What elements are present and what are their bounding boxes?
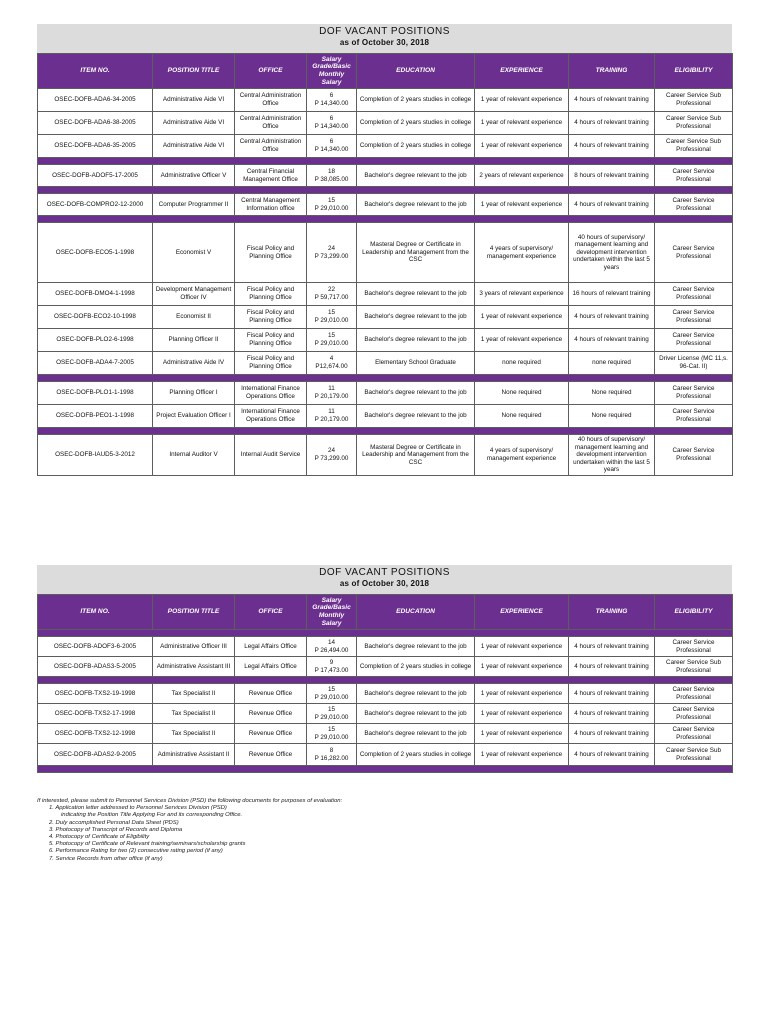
- column-header: EDUCATION: [357, 595, 475, 630]
- vacancy-table-1: [37, 24, 732, 476]
- positions-table: [37, 53, 733, 476]
- eligibility-cell: Career Service Sub Professional: [655, 89, 733, 112]
- salary-cell: 15 P 29,010.00: [307, 306, 357, 329]
- eligibility-cell: Career Service Professional: [655, 405, 733, 428]
- experience-cell: 4 years of supervisory/ management experience: [475, 435, 569, 476]
- office-cell: Legal Affairs Office: [235, 637, 307, 657]
- item-no-cell: OSEC-DOFB-PLO1-1-1998: [38, 382, 153, 405]
- eligibility-cell: Career Service Sub Professional: [655, 657, 733, 677]
- experience-cell: none required: [475, 352, 569, 375]
- notes-intro: If interested, please submit to Personnel Services Division (PSD) the following documents for purposes of evaluation:: [37, 798, 343, 804]
- positions-table: [37, 594, 733, 773]
- education-cell: Completion of 2 years studies in college: [357, 744, 475, 766]
- training-cell: 4 hours of relevant training: [569, 306, 655, 329]
- position-title-cell: Planning Officer II: [153, 329, 235, 352]
- eligibility-cell: Career Service Professional: [655, 165, 733, 187]
- training-cell: 4 hours of relevant training: [569, 704, 655, 724]
- item-no-cell: OSEC-DOFB-ADAS2-9-2005: [38, 744, 153, 766]
- notes-item: 2. Duly accomplished Personal Data Sheet (PDS): [49, 819, 179, 826]
- position-title-cell: Administrative Aide VI: [153, 89, 235, 112]
- table-body: [38, 630, 733, 773]
- table-header-row: [38, 595, 733, 630]
- office-cell: Central Financial Management Office: [235, 165, 307, 187]
- eligibility-cell: Career Service Professional: [655, 194, 733, 216]
- education-cell: Bachelor's degree relevant to the job: [357, 704, 475, 724]
- position-title-cell: Administrative Officer V: [153, 165, 235, 187]
- experience-cell: 1 year of relevant experience: [475, 657, 569, 677]
- training-cell: 4 hours of relevant training: [569, 194, 655, 216]
- eligibility-cell: Career Service Sub Professional: [655, 135, 733, 158]
- table-title-box: [37, 24, 732, 53]
- table-row: [38, 306, 733, 329]
- table-row: [38, 382, 733, 405]
- position-title-cell: Administrative Assistant III: [153, 657, 235, 677]
- eligibility-cell: Career Service Professional: [655, 283, 733, 306]
- item-no-cell: OSEC-DOFB-ADA6-34-2005: [38, 89, 153, 112]
- column-header: TRAINING: [569, 54, 655, 89]
- item-no-cell: OSEC-DOFB-ADA6-38-2005: [38, 112, 153, 135]
- salary-cell: 22 P 59,717.00: [307, 283, 357, 306]
- separator-cell: [38, 158, 733, 165]
- education-cell: Bachelor's degree relevant to the job: [357, 724, 475, 744]
- column-header: OFFICE: [235, 595, 307, 630]
- education-cell: Completion of 2 years studies in college: [357, 657, 475, 677]
- column-header: ELIGIBILITY: [655, 595, 733, 630]
- column-header: EXPERIENCE: [475, 595, 569, 630]
- experience-cell: 1 year of relevant experience: [475, 306, 569, 329]
- office-cell: Revenue Office: [235, 744, 307, 766]
- table-row: [38, 724, 733, 744]
- salary-cell: 14 P 26,494.00: [307, 637, 357, 657]
- table-subtitle: as of October 30, 2018: [339, 579, 430, 588]
- training-cell: none required: [569, 352, 655, 375]
- submission-notes: [37, 798, 732, 863]
- position-title-cell: Economist V: [153, 223, 235, 283]
- experience-cell: None required: [475, 382, 569, 405]
- item-no-cell: OSEC-DOFB-DMO4-1-1998: [38, 283, 153, 306]
- column-header: ELIGIBILITY: [655, 54, 733, 89]
- table-row: [38, 165, 733, 187]
- office-cell: Fiscal Policy and Planning Office: [235, 283, 307, 306]
- table-row: [38, 657, 733, 677]
- section-separator: [38, 375, 733, 382]
- education-cell: Bachelor's degree relevant to the job: [357, 283, 475, 306]
- table-row: [38, 89, 733, 112]
- salary-cell: 15 P 29,010.00: [307, 329, 357, 352]
- separator-cell: [38, 187, 733, 194]
- table-row: [38, 352, 733, 375]
- salary-cell: 15 P 29,010.00: [307, 194, 357, 216]
- office-cell: Fiscal Policy and Planning Office: [235, 352, 307, 375]
- eligibility-cell: Career Service Professional: [655, 223, 733, 283]
- table-row: [38, 283, 733, 306]
- education-cell: Bachelor's degree relevant to the job: [357, 194, 475, 216]
- salary-cell: 18 P 38,085.00: [307, 165, 357, 187]
- training-cell: None required: [569, 382, 655, 405]
- salary-cell: 9 P 17,473.00: [307, 657, 357, 677]
- notes-item: indicating the Position Title Applying For and its corresponding Office.: [61, 812, 243, 819]
- education-cell: Bachelor's degree relevant to the job: [357, 405, 475, 428]
- table-row: [38, 112, 733, 135]
- experience-cell: 1 year of relevant experience: [475, 329, 569, 352]
- experience-cell: 1 year of relevant experience: [475, 684, 569, 704]
- office-cell: International Finance Operations Office: [235, 382, 307, 405]
- training-cell: 40 hours of supervisory/ management learning and development intervention undertaken within the last 5 years: [569, 435, 655, 476]
- salary-cell: 11 P 20,179.00: [307, 405, 357, 428]
- notes-item: 6. Performance Rating for two (2) consecutive rating period (if any): [49, 848, 223, 855]
- education-cell: Masteral Degree or Certificate in Leadership and Management from the CSC: [357, 223, 475, 283]
- experience-cell: 4 years of supervisory/ management experience: [475, 223, 569, 283]
- training-cell: 4 hours of relevant training: [569, 744, 655, 766]
- position-title-cell: Administrative Assistant II: [153, 744, 235, 766]
- eligibility-cell: Career Service Professional: [655, 306, 733, 329]
- section-separator: [38, 428, 733, 435]
- salary-cell: 24 P 73,299.00: [307, 435, 357, 476]
- office-cell: Revenue Office: [235, 704, 307, 724]
- experience-cell: 1 year of relevant experience: [475, 744, 569, 766]
- notes-item: 3. Photocopy of Transcript of Records and Diploma: [49, 826, 183, 833]
- table-row: [38, 135, 733, 158]
- experience-cell: 1 year of relevant experience: [475, 704, 569, 724]
- column-header: ITEM NO.: [38, 54, 153, 89]
- experience-cell: 2 years of relevant experience: [475, 165, 569, 187]
- table-row: [38, 435, 733, 476]
- table-subtitle: as of October 30, 2018: [339, 38, 430, 47]
- position-title-cell: Administrative Officer III: [153, 637, 235, 657]
- separator-cell: [38, 677, 733, 684]
- section-separator: [38, 187, 733, 194]
- education-cell: Completion of 2 years studies in college: [357, 89, 475, 112]
- separator-cell: [38, 630, 733, 637]
- item-no-cell: OSEC-DOFB-PEO1-1-1998: [38, 405, 153, 428]
- column-header: Salary Grade/Basic Monthly Salary: [307, 595, 357, 630]
- separator-cell: [38, 375, 733, 382]
- notes-item: 7. Service Records from other office (if any): [49, 855, 163, 862]
- eligibility-cell: Career Service Professional: [655, 704, 733, 724]
- item-no-cell: OSEC-DOFB-ADOF5-17-2005: [38, 165, 153, 187]
- table-row: [38, 329, 733, 352]
- education-cell: Bachelor's degree relevant to the job: [357, 382, 475, 405]
- table-title-box: [37, 565, 732, 594]
- salary-cell: 6 P 14,340.00: [307, 89, 357, 112]
- item-no-cell: OSEC-DOFB-ECO2-10-1998: [38, 306, 153, 329]
- table-row: [38, 194, 733, 216]
- eligibility-cell: Career Service Professional: [655, 724, 733, 744]
- section-separator: [38, 766, 733, 773]
- experience-cell: 1 year of relevant experience: [475, 89, 569, 112]
- training-cell: 40 hours of supervisory/ management learning and development intervention undertaken within the last 5 years: [569, 223, 655, 283]
- training-cell: None required: [569, 405, 655, 428]
- notes-list: [37, 805, 732, 863]
- item-no-cell: OSEC-DOFB-IAUD5-3-2012: [38, 435, 153, 476]
- table-row: [38, 637, 733, 657]
- education-cell: Completion of 2 years studies in college: [357, 112, 475, 135]
- education-cell: Bachelor's degree relevant to the job: [357, 684, 475, 704]
- column-header: ITEM NO.: [38, 595, 153, 630]
- table-row: [38, 744, 733, 766]
- table-row: [38, 405, 733, 428]
- table-row: [38, 223, 733, 283]
- notes-item: 5. Photocopy of Certificate of Relevant training/seminars/scholarship grants: [49, 841, 246, 848]
- section-separator: [38, 216, 733, 223]
- eligibility-cell: Career Service Professional: [655, 329, 733, 352]
- table-body: [38, 89, 733, 476]
- column-header: POSITION TITLE: [153, 54, 235, 89]
- education-cell: Bachelor's degree relevant to the job: [357, 329, 475, 352]
- training-cell: 8 hours of relevant training: [569, 165, 655, 187]
- salary-cell: 11 P 20,179.00: [307, 382, 357, 405]
- experience-cell: 3 years of relevant experience: [475, 283, 569, 306]
- office-cell: International Finance Operations Office: [235, 405, 307, 428]
- position-title-cell: Internal Auditor V: [153, 435, 235, 476]
- salary-cell: 24 P 73,299.00: [307, 223, 357, 283]
- separator-cell: [38, 216, 733, 223]
- position-title-cell: Project Evaluation Officer I: [153, 405, 235, 428]
- salary-cell: 4 P12,674.00: [307, 352, 357, 375]
- experience-cell: 1 year of relevant experience: [475, 112, 569, 135]
- column-header: TRAINING: [569, 595, 655, 630]
- position-title-cell: Computer Programmer II: [153, 194, 235, 216]
- table-title: DOF VACANT POSITIONS: [319, 26, 450, 37]
- position-title-cell: Tax Specialist II: [153, 724, 235, 744]
- position-title-cell: Tax Specialist II: [153, 684, 235, 704]
- notes-item: 1. Application letter addressed to Personnel Services Division (PSD): [49, 805, 227, 812]
- salary-cell: 15 P 29,010.00: [307, 724, 357, 744]
- eligibility-cell: Career Service Professional: [655, 684, 733, 704]
- section-separator: [38, 158, 733, 165]
- experience-cell: 1 year of relevant experience: [475, 724, 569, 744]
- item-no-cell: OSEC-DOFB-TXS2-12-1998: [38, 724, 153, 744]
- office-cell: Internal Audit Service: [235, 435, 307, 476]
- training-cell: 16 hours of relevant training: [569, 283, 655, 306]
- table-title: DOF VACANT POSITIONS: [319, 567, 450, 578]
- education-cell: Bachelor's degree relevant to the job: [357, 165, 475, 187]
- salary-cell: 6 P 14,340.00: [307, 112, 357, 135]
- training-cell: 4 hours of relevant training: [569, 112, 655, 135]
- salary-cell: 15 P 29,010.00: [307, 704, 357, 724]
- office-cell: Fiscal Policy and Planning Office: [235, 223, 307, 283]
- experience-cell: 1 year of relevant experience: [475, 194, 569, 216]
- notes-item: 4. Photocopy of Certificate of Eligibility: [49, 834, 150, 841]
- office-cell: Fiscal Policy and Planning Office: [235, 306, 307, 329]
- column-header: Salary Grade/Basic Monthly Salary: [307, 54, 357, 89]
- eligibility-cell: Career Service Professional: [655, 637, 733, 657]
- item-no-cell: OSEC-DOFB-TXS2-17-1998: [38, 704, 153, 724]
- office-cell: Revenue Office: [235, 724, 307, 744]
- item-no-cell: OSEC-DOFB-ECO5-1-1998: [38, 223, 153, 283]
- education-cell: Bachelor's degree relevant to the job: [357, 637, 475, 657]
- training-cell: 4 hours of relevant training: [569, 684, 655, 704]
- salary-cell: 15 P 29,010.00: [307, 684, 357, 704]
- position-title-cell: Planning Officer I: [153, 382, 235, 405]
- item-no-cell: OSEC-DOFB-ADAS3-5-2005: [38, 657, 153, 677]
- eligibility-cell: Career Service Sub Professional: [655, 112, 733, 135]
- training-cell: 4 hours of relevant training: [569, 89, 655, 112]
- education-cell: Completion of 2 years studies in college: [357, 135, 475, 158]
- office-cell: Central Administration Office: [235, 135, 307, 158]
- position-title-cell: Administrative Aide IV: [153, 352, 235, 375]
- item-no-cell: OSEC-DOFB-ADA4-7-2005: [38, 352, 153, 375]
- office-cell: Central Management Information office: [235, 194, 307, 216]
- item-no-cell: OSEC-DOFB-PLO2-6-1998: [38, 329, 153, 352]
- training-cell: 4 hours of relevant training: [569, 637, 655, 657]
- salary-cell: 6 P 14,340.00: [307, 135, 357, 158]
- training-cell: 4 hours of relevant training: [569, 135, 655, 158]
- training-cell: 4 hours of relevant training: [569, 329, 655, 352]
- separator-cell: [38, 428, 733, 435]
- education-cell: Masteral Degree or Certificate in Leadership and Management from the CSC: [357, 435, 475, 476]
- column-header: OFFICE: [235, 54, 307, 89]
- salary-cell: 8 P 16,282.00: [307, 744, 357, 766]
- item-no-cell: OSEC-DOFB-ADOF3-6-2005: [38, 637, 153, 657]
- table-header-row: [38, 54, 733, 89]
- training-cell: 4 hours of relevant training: [569, 657, 655, 677]
- position-title-cell: Development Management Officer IV: [153, 283, 235, 306]
- eligibility-cell: Career Service Professional: [655, 435, 733, 476]
- office-cell: Legal Affairs Office: [235, 657, 307, 677]
- experience-cell: 1 year of relevant experience: [475, 637, 569, 657]
- item-no-cell: OSEC-DOFB-TXS2-19-1998: [38, 684, 153, 704]
- position-title-cell: Tax Specialist II: [153, 704, 235, 724]
- section-separator: [38, 677, 733, 684]
- office-cell: Revenue Office: [235, 684, 307, 704]
- position-title-cell: Administrative Aide VI: [153, 135, 235, 158]
- vacancy-table-2: [37, 565, 732, 773]
- position-title-cell: Economist II: [153, 306, 235, 329]
- column-header: EXPERIENCE: [475, 54, 569, 89]
- training-cell: 4 hours of relevant training: [569, 724, 655, 744]
- table-row: [38, 684, 733, 704]
- education-cell: Elementary School Graduate: [357, 352, 475, 375]
- column-header: EDUCATION: [357, 54, 475, 89]
- section-separator: [38, 630, 733, 637]
- item-no-cell: OSEC-DOFB-ADA6-35-2005: [38, 135, 153, 158]
- eligibility-cell: Driver License (MC 11,s. 96-Cat. II): [655, 352, 733, 375]
- office-cell: Fiscal Policy and Planning Office: [235, 329, 307, 352]
- eligibility-cell: Career Service Sub Professional: [655, 744, 733, 766]
- eligibility-cell: Career Service Professional: [655, 382, 733, 405]
- column-header: POSITION TITLE: [153, 595, 235, 630]
- experience-cell: None required: [475, 405, 569, 428]
- office-cell: Central Administration Office: [235, 112, 307, 135]
- office-cell: Central Administration Office: [235, 89, 307, 112]
- experience-cell: 1 year of relevant experience: [475, 135, 569, 158]
- education-cell: Bachelor's degree relevant to the job: [357, 306, 475, 329]
- separator-cell: [38, 766, 733, 773]
- table-row: [38, 704, 733, 724]
- item-no-cell: OSEC-DOFB-COMPRO2-12-2000: [38, 194, 153, 216]
- position-title-cell: Administrative Aide VI: [153, 112, 235, 135]
